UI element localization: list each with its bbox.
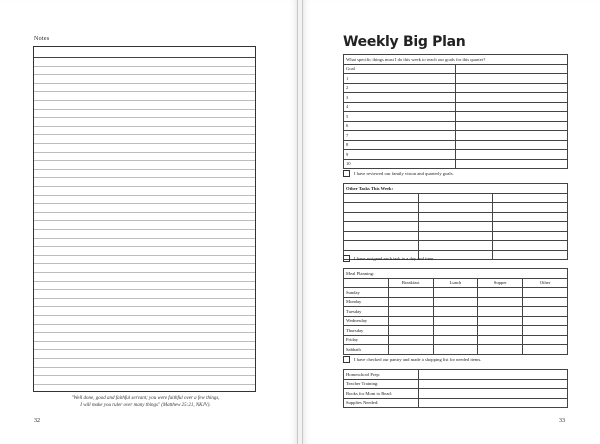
notes-title: Notes xyxy=(34,36,50,42)
meal-cell[interactable] xyxy=(523,345,568,355)
note-line[interactable] xyxy=(34,375,255,376)
task-cell[interactable] xyxy=(418,231,493,241)
note-line[interactable] xyxy=(34,109,255,110)
prep-label: Teacher Training: xyxy=(344,379,419,389)
goal-number: 4 xyxy=(344,102,456,112)
meal-cell[interactable] xyxy=(478,288,523,298)
meal-cell[interactable] xyxy=(523,297,568,307)
other-tasks-header: Other Tasks This Week: xyxy=(344,184,568,194)
task-cell[interactable] xyxy=(493,231,568,241)
goal-field[interactable] xyxy=(456,112,568,122)
meal-cell[interactable] xyxy=(433,316,478,326)
goal-number: 9 xyxy=(344,150,456,160)
meal-cell[interactable] xyxy=(478,307,523,317)
page-number-right: 33 xyxy=(559,418,565,424)
note-line[interactable] xyxy=(34,134,255,135)
task-cell[interactable] xyxy=(344,193,419,203)
note-line[interactable] xyxy=(34,57,255,58)
meal-cell[interactable] xyxy=(388,345,433,355)
page-title: Weekly Big Plan xyxy=(343,34,466,50)
goal-number: 3 xyxy=(344,93,456,103)
left-page xyxy=(0,0,298,444)
note-line[interactable] xyxy=(34,315,255,316)
note-line[interactable] xyxy=(34,160,255,161)
prep-label: Homeschool Prep: xyxy=(344,370,419,380)
note-line[interactable] xyxy=(34,229,255,230)
meal-cell[interactable] xyxy=(388,288,433,298)
goal-number: 5 xyxy=(344,112,456,122)
note-line[interactable] xyxy=(34,263,255,264)
note-line[interactable] xyxy=(34,332,255,333)
task-cell[interactable] xyxy=(493,250,568,260)
meal-planning-table xyxy=(343,268,568,355)
note-line[interactable] xyxy=(34,195,255,196)
note-line[interactable] xyxy=(34,186,255,187)
note-line[interactable] xyxy=(34,83,255,84)
note-line[interactable] xyxy=(34,169,255,170)
meal-cell[interactable] xyxy=(433,288,478,298)
goal-field[interactable] xyxy=(456,64,568,74)
meal-day: Sabbath xyxy=(344,345,389,355)
meal-cell[interactable] xyxy=(523,288,568,298)
note-line[interactable] xyxy=(34,66,255,67)
goals-table xyxy=(343,54,568,169)
meal-cell[interactable] xyxy=(478,335,523,345)
meal-day: Friday xyxy=(344,335,389,345)
goals-check-text: I have reviewed our family vision and quarterly goals. xyxy=(354,171,454,176)
task-cell[interactable] xyxy=(418,193,493,203)
note-line[interactable] xyxy=(34,246,255,247)
prep-field[interactable] xyxy=(419,370,568,380)
page-number-left: 32 xyxy=(34,418,40,424)
goals-check xyxy=(343,170,454,177)
meal-header: Meal Planning: xyxy=(344,269,568,279)
note-line[interactable] xyxy=(34,143,255,144)
meal-day: Wednesday xyxy=(344,316,389,326)
goals-header: Goal xyxy=(344,64,456,74)
prep-field[interactable] xyxy=(419,379,568,389)
notes-box xyxy=(33,46,256,392)
goal-number: 7 xyxy=(344,131,456,141)
goals-checkbox[interactable] xyxy=(343,170,350,177)
note-line[interactable] xyxy=(34,203,255,204)
meal-day: Tuesday xyxy=(344,307,389,317)
tasks-checkbox[interactable] xyxy=(343,255,350,262)
note-line[interactable] xyxy=(34,306,255,307)
meal-cell[interactable] xyxy=(523,335,568,345)
note-line[interactable] xyxy=(34,212,255,213)
note-line[interactable] xyxy=(34,358,255,359)
meal-col: Supper xyxy=(478,278,523,288)
goal-number: 8 xyxy=(344,140,456,150)
note-line[interactable] xyxy=(34,220,255,221)
note-line[interactable] xyxy=(34,289,255,290)
note-line[interactable] xyxy=(34,349,255,350)
prep-field[interactable] xyxy=(419,398,568,408)
pantry-check-text: I have checked our pantry and made a shopping list for needed items. xyxy=(354,357,482,362)
bible-quote xyxy=(34,396,257,409)
note-line[interactable] xyxy=(34,177,255,178)
pantry-check xyxy=(343,356,481,363)
meal-day: Monday xyxy=(344,297,389,307)
prep-field[interactable] xyxy=(419,389,568,399)
goal-field[interactable] xyxy=(456,102,568,112)
meal-col: Other xyxy=(523,278,568,288)
tasks-check xyxy=(343,255,434,262)
task-cell[interactable] xyxy=(493,193,568,203)
other-tasks-table xyxy=(343,183,568,260)
meal-cell[interactable] xyxy=(523,307,568,317)
meal-cell[interactable] xyxy=(433,326,478,336)
goal-field[interactable] xyxy=(456,150,568,160)
note-line[interactable] xyxy=(34,74,255,75)
task-cell[interactable] xyxy=(493,203,568,213)
note-line[interactable] xyxy=(34,126,255,127)
meal-cell[interactable] xyxy=(478,297,523,307)
note-line[interactable] xyxy=(34,255,255,256)
task-cell[interactable] xyxy=(344,203,419,213)
goal-field[interactable] xyxy=(456,93,568,103)
meal-cell[interactable] xyxy=(433,335,478,345)
meal-cell[interactable] xyxy=(433,307,478,317)
prep-label: Books for Mom to Read: xyxy=(344,389,419,399)
task-cell[interactable] xyxy=(418,212,493,222)
goal-field[interactable] xyxy=(456,131,568,141)
note-line[interactable] xyxy=(34,367,255,368)
task-cell[interactable] xyxy=(344,241,419,251)
task-cell[interactable] xyxy=(344,212,419,222)
meal-cell[interactable] xyxy=(388,307,433,317)
task-cell[interactable] xyxy=(418,203,493,213)
meal-cell[interactable] xyxy=(388,335,433,345)
tasks-check-text: I have assigned each task to a day and time. xyxy=(354,256,435,261)
meal-cell[interactable] xyxy=(388,316,433,326)
meal-cell[interactable] xyxy=(523,326,568,336)
note-line[interactable] xyxy=(34,341,255,342)
note-line[interactable] xyxy=(34,117,255,118)
note-line[interactable] xyxy=(34,272,255,273)
note-line[interactable] xyxy=(34,91,255,92)
pantry-checkbox[interactable] xyxy=(343,356,350,363)
meal-cell[interactable] xyxy=(478,326,523,336)
meal-col: Lunch xyxy=(433,278,478,288)
note-line[interactable] xyxy=(34,281,255,282)
goal-number: 2 xyxy=(344,83,456,93)
meal-cell[interactable] xyxy=(388,326,433,336)
goal-field[interactable] xyxy=(456,140,568,150)
task-cell[interactable] xyxy=(493,212,568,222)
task-cell[interactable] xyxy=(344,222,419,232)
task-cell[interactable] xyxy=(418,222,493,232)
goal-field[interactable] xyxy=(456,121,568,131)
goals-question: What specific things must I do this week to reach our goals for this quarter? xyxy=(344,55,568,65)
meal-cell[interactable] xyxy=(478,316,523,326)
note-line[interactable] xyxy=(34,100,255,101)
meal-cell[interactable] xyxy=(433,297,478,307)
meal-corner xyxy=(344,278,389,288)
goal-number: 6 xyxy=(344,121,456,131)
prep-table xyxy=(343,369,568,408)
goal-field[interactable] xyxy=(456,74,568,84)
task-cell[interactable] xyxy=(418,241,493,251)
quote-line-1: "Well done, good and faithful servant; you were faithful over a few things, xyxy=(71,396,220,401)
goal-field[interactable] xyxy=(456,83,568,93)
goal-number: 10 xyxy=(344,159,456,169)
note-line[interactable] xyxy=(34,238,255,239)
meal-day: Thursday xyxy=(344,326,389,336)
note-line[interactable] xyxy=(34,152,255,153)
note-line[interactable] xyxy=(34,298,255,299)
meal-cell[interactable] xyxy=(523,316,568,326)
note-line[interactable] xyxy=(34,324,255,325)
goal-number: 1 xyxy=(344,74,456,84)
meal-cell[interactable] xyxy=(433,345,478,355)
meal-day: Sunday xyxy=(344,288,389,298)
task-cell[interactable] xyxy=(344,231,419,241)
prep-label: Supplies Needed: xyxy=(344,398,419,408)
note-line[interactable] xyxy=(34,384,255,385)
task-cell[interactable] xyxy=(493,222,568,232)
quote-line-2: I will make you ruler over many things" (Matthew 25:21, NKJV). xyxy=(80,402,211,408)
meal-cell[interactable] xyxy=(388,297,433,307)
meal-cell[interactable] xyxy=(478,345,523,355)
task-cell[interactable] xyxy=(493,241,568,251)
meal-col: Breakfast xyxy=(388,278,433,288)
goal-field[interactable] xyxy=(456,159,568,169)
